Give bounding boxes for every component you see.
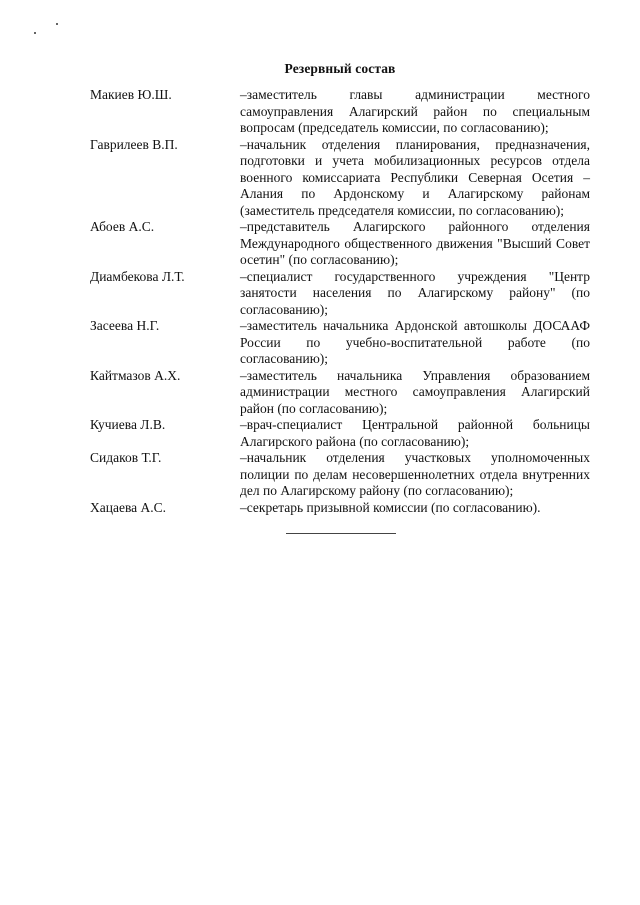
member-row: [90, 87, 590, 137]
member-role: –заместитель начальника Управления образованием администрации местного самоуправления Алагирский район (по согласованию);: [240, 367, 590, 416]
member-name: Кайтмазов А.Х.: [90, 367, 181, 383]
member-role: –заместитель главы администрации местного самоуправления Алагирский район по специальным вопросам (председатель комиссии, по согласованию);: [240, 87, 590, 135]
member-role: –представитель Алагирского районного отделения Международного общественного движения "Высший Совет осетин" (по согласованию);: [240, 219, 590, 267]
member-row: [90, 500, 590, 517]
member-name: Диамбекова Л.Т.: [90, 268, 185, 284]
member-role: –специалист государственного учреждения "Центр занятости населения по Алагирскому району" (по согласованию);: [240, 268, 590, 317]
member-role: –начальник отделения участковых уполномоченных полиции по делам несовершеннолетних отдела внутренних дел по Алагирскому району (по согласованию);: [240, 450, 590, 498]
member-name: Гаврилеев В.П.: [90, 136, 178, 152]
member-role: –начальник отделения планирования, предназначения, подготовки и учета мобилизационных ресурсов отдела военного комиссариата Республики Северная Осетия – Алания по Ардонскому и Алагирскому районам (заместитель председателя комиссии, по согласованию);: [240, 136, 590, 218]
member-row: [90, 368, 590, 418]
member-name: Макиев Ю.Ш.: [90, 87, 172, 102]
member-row: [90, 219, 590, 269]
scan-speck: [56, 23, 58, 25]
member-row: [90, 137, 590, 220]
member-name: Абоев А.С.: [90, 219, 155, 234]
scan-speck: [34, 32, 36, 34]
member-role: –секретарь призывной комиссии (по согласованию).: [240, 499, 541, 515]
member-role: –заместитель начальника Ардонской автошколы ДОСААФ России по учебно-воспитательной работе (по согласованию);: [240, 318, 590, 366]
member-row: [90, 318, 590, 368]
member-list: [90, 87, 590, 516]
member-row: [90, 417, 590, 450]
member-name: Хацаева А.С.: [90, 499, 167, 515]
member-role: –врач-специалист Центральной районной больницы Алагирского района (по согласованию);: [240, 417, 590, 449]
member-row: [90, 269, 590, 319]
member-name: Сидаков Т.Г.: [90, 450, 162, 465]
member-name: Кучиева Л.В.: [90, 417, 166, 432]
scan-specks: [30, 20, 70, 40]
document-title: Резервный состав: [284, 61, 396, 76]
member-row: [90, 450, 590, 500]
member-name: Засеева Н.Г.: [90, 318, 160, 333]
closing-rule: [286, 533, 396, 534]
